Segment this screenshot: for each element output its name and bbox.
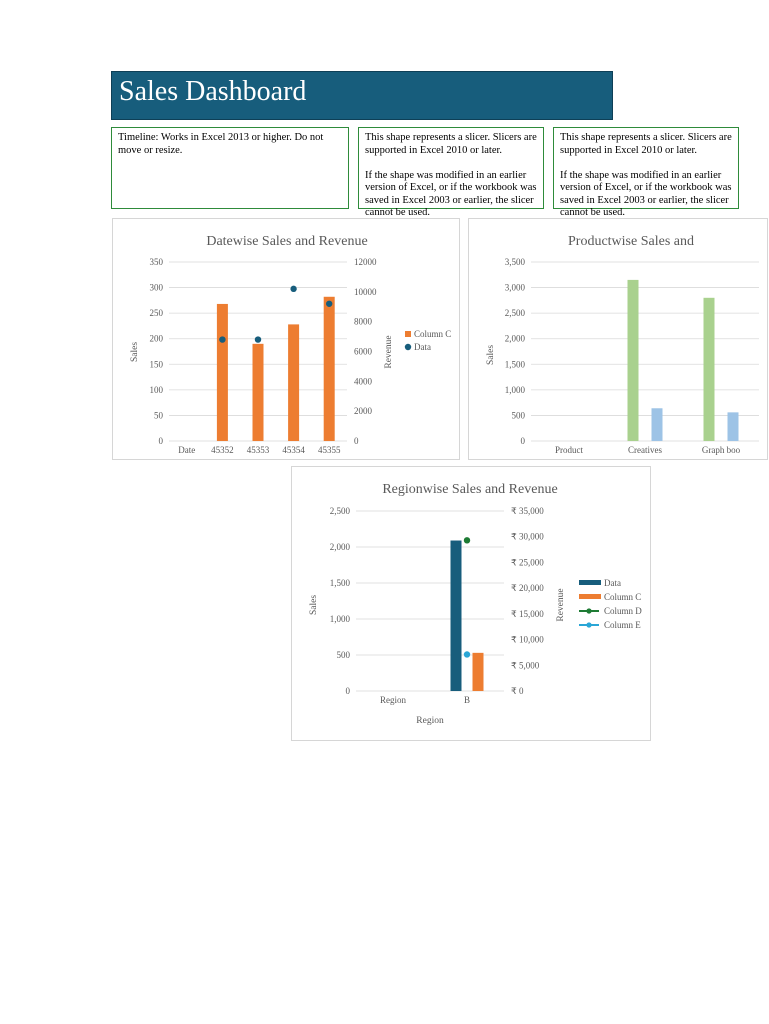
y-axis-label: Sales [309,594,319,616]
y-tick-label: 0 [520,436,525,446]
point-data [255,336,261,342]
regionwise-chart[interactable] [291,466,651,741]
chart-title: Productwise Sales and [568,234,694,249]
y2-tick-label: 10000 [354,286,377,297]
x-tick-label: 45355 [317,445,341,455]
legend-column-e: Column E [604,620,641,630]
x-tick-label: Date [178,445,196,455]
y-tick-label: 2,500 [504,308,525,319]
point-data [219,336,225,342]
y-tick-label: 3,000 [504,282,525,293]
regionwise-chart-svg [292,467,652,742]
y2-tick-label: 12000 [354,257,377,267]
y2-tick-label: 0 [354,436,359,446]
y2-tick-label: ₹ 5,000 [511,660,540,671]
y-tick-label: 1,500 [329,578,350,588]
timeline-placeholder[interactable] [111,127,349,209]
y2-axis-label: Revenue [384,335,394,369]
y2-tick-label: ₹ 0 [511,686,524,696]
y-tick-label: 0 [158,436,163,446]
productwise-chart[interactable] [468,218,768,460]
y-tick-label: 100 [149,384,163,395]
x-tick-label: 45353 [246,445,270,455]
datewise-chart-svg [113,219,461,461]
y-tick-label: 1,500 [504,359,525,370]
x-tick-label: Graph boo [701,445,741,455]
y2-axis-label: Revenue [556,588,566,622]
legend-data-swatch [405,344,411,350]
chart-title: Datewise Sales and Revenue [206,234,368,249]
y-tick-label: 150 [149,359,163,370]
slicer-placeholder-2[interactable] [553,127,739,218]
slicer-placeholder-1[interactable] [358,127,544,218]
point-data [326,301,332,307]
point-column-e [464,651,470,657]
y-tick-label: 2,000 [504,333,525,344]
x-tick-label: 45352 [211,445,234,455]
y-tick-label: 50 [154,410,163,421]
bar-series-1 [652,408,663,441]
y2-tick-label: 2000 [354,406,372,417]
timeline-note-text: Timeline: Works in Excel 2013 or higher. Do not move or resize. [118,132,324,156]
legend-column-d: Column D [604,606,642,616]
bar-column-c [473,653,484,691]
bar-column-c [253,344,264,441]
bar-column-c [217,304,228,441]
x-tick-label: Region [380,695,406,705]
legend-data: Data [414,342,431,352]
legend-column-d-marker [586,608,591,613]
y-tick-label: 500 [511,410,525,421]
y2-tick-label: ₹ 35,000 [511,506,544,516]
y2-tick-label: ₹ 15,000 [511,608,544,619]
y2-tick-label: ₹ 30,000 [511,531,544,542]
y-axis-label: Sales [130,341,140,363]
y-axis-label: Sales [486,344,496,366]
dashboard-title: Sales Dashboard [119,76,307,107]
slicer-note-text-1: This shape represents a slicer. Slicers are supported in Excel 2010 or later. If the shape was modified in an earlier version of Excel, or if the workbook was saved in Excel 2003 or earlier, the slicer cannot be used. [365,132,537,218]
legend-data: Data [604,578,621,588]
y2-tick-label: ₹ 25,000 [511,557,544,568]
dashboard-title-bar [111,71,613,120]
legend-column-c: Column C [414,329,452,339]
y-tick-label: 2,500 [329,506,350,516]
x-tick-label: Creatives [628,445,662,455]
legend-column-c-swatch [579,594,601,599]
y-tick-label: 300 [149,282,163,293]
y-tick-label: 500 [336,650,350,660]
chart-title: Regionwise Sales and Revenue [382,482,558,497]
y-tick-label: 2,000 [329,542,350,552]
y-tick-label: 1,000 [329,614,350,624]
y-tick-label: 0 [345,686,350,696]
x-tick-label: B [463,695,471,705]
point-column-d [464,537,470,543]
y-tick-label: 3,500 [504,257,525,267]
datewise-chart[interactable] [112,218,460,460]
y2-tick-label: ₹ 10,000 [511,634,544,645]
legend-data-swatch [579,580,601,585]
slicer-note-text-2: This shape represents a slicer. Slicers are supported in Excel 2010 or later. If the shape was modified in an earlier version of Excel, or if the workbook was saved in Excel 2003 or earlier, the slicer cannot be used. [560,132,732,218]
y2-tick-label: 4000 [354,376,372,387]
legend-column-c: Column C [604,592,642,602]
point-data [290,286,296,292]
y-tick-label: 200 [149,333,163,344]
y2-tick-label: 8000 [354,316,372,327]
productwise-chart-svg [469,219,769,461]
bar-data [451,541,462,691]
y2-tick-label: ₹ 20,000 [511,583,544,594]
x-axis-label: Region [416,716,444,726]
legend-column-c-swatch [405,331,411,337]
y-tick-label: 350 [149,257,163,267]
y-tick-label: 250 [149,308,163,319]
bar-column-c [324,297,335,441]
legend-column-e-marker [586,622,591,627]
x-tick-label: 45354 [282,445,305,455]
bar-column-c [288,324,299,441]
bar-series-1 [728,412,739,441]
bar-series-0 [628,280,639,441]
x-tick-label: Product [555,445,583,455]
y2-tick-label: 6000 [354,346,372,357]
bar-series-0 [704,298,715,441]
y-tick-label: 1,000 [504,384,525,395]
